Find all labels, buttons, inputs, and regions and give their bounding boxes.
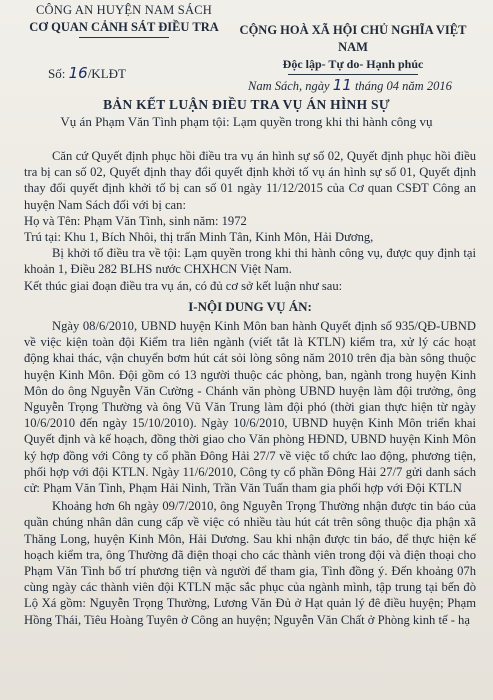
document-body [24,148,476,628]
nation-header [228,22,478,75]
docno-prefix: Số: [48,66,66,81]
case-paragraph-1: Ngày 08/6/2010, UBND huyện Kinh Môn ban hành Quyết định số 935/QĐ-UBND về việc kiện toàn đội Kiểm tra liên ngành (viết tắt là KTLN) kiểm tra, xử lý các hoạt động khai thác, vận chuyển bơm hút cát sỏi lòng sông năm 2010 trên địa bàn sông thuộc huyện Kinh Môn. Đội gồm có 13 người thuộc các phòng, ban, ngành trong huyện Kinh Môn do ông Nguyễn Văn Cường - Chánh văn phòng UBND huyện làm đội trưởng, ông Nguyễn Trọng Thường và ông Vũ Văn Trung làm đội phó (thời gian thực hiện từ ngày 10/6/2010 đến ngày 15/10/2010). Ngày 10/6/2010, UBND huyện Kinh Môn triển khai Quyết định và kế hoạch, đồng thời giao cho Văn phòng HĐND, UBND huyện Kinh Môn ký hợp đồng với Công ty cổ phần Đông Hải 27/7 về việc tổ chức lao động, phương tiện, phối hợp với đội KTLN. Ngày 11/6/2010, Công ty cổ phần Đông Hải 27/7 gửi danh sách cử: Phạm Văn Tình, Phạm Hải Ninh, Trần Văn Tuấn tham gia phối hợp với Đội KTLN [24,319,476,496]
agency-line-2: CƠ QUAN CẢNH SÁT ĐIỀU TRA [29,20,219,34]
suspect-address: Trú tại: Khu 1, Bích Nhôi, thị trấn Minh Tân, Kinh Môn, Hải Dương, [24,230,374,245]
conclusion-intro: Kết thúc giai đoạn điều tra vụ án, có đủ cơ sở kết luận như sau: [24,278,343,293]
date-rest: tháng 04 năm 2016 [354,79,452,93]
agency-underline [79,37,169,38]
agency-line-1: CÔNG AN HUYỆN NAM SÁCH [36,3,212,17]
docno-suffix: /KLĐT [87,66,126,81]
charge-paragraph: Bị khởi tố điều tra về tội: Lạm quyền trong khi thi hành công vụ, được quy định tại khoản 1, Điều 282 BLHS nước CHXHCN Việt Nam. [24,246,476,277]
nation-line-2: Độc lập- Tự do- Hạnh phúc [282,57,424,71]
intro-paragraph: Căn cứ Quyết định phục hồi điều tra vụ án hình sự số 02, Quyết định phục hồi điều tra bị can số 02, Quyết định thay đổi quyết định khởi tố vụ án hình sự số 01, Quyết định thay đổi quyết định khởi tố bị can số 01 ngày 11/12/2015 của Cơ quan CSĐT Công an huyện Nam Sách đối với bị can: [24,149,476,212]
case-paragraph-2: Khoảng hơn 6h ngày 09/7/2010, ông Nguyễn Trọng Thường nhận được tin báo của quần chúng nhân dân cung cấp về việc có nhiều tàu hút cát trên sông thuộc địa phận xã Thăng Long, huyện Kinh Môn, Hải Dương. Sau khi nhận được tin báo, để thực hiện kế hoạch kiểm tra, ông Thường đã điện thoại cho các thành viên trong đội và điện thoại cho Phạm Văn Tình bố trí phương tiện và người để tham gia, Tình đồng ý. Đến khoảng 07h cùng ngày các thành viên đội KTLN mặc sắc phục của ngành mình, tập trung tại bến đò Lộ Xá gồm: Nguyễn Trọng Thường, Lương Văn Đủ ở Hạt quản lý đê điều huyện; Phạm Hồng Thái, Tiêu Hoàng Tuyên ở Công an huyện; Nguyễn Văn Chất ở Phòng kinh tế - hạ [24,499,476,627]
section-heading: I-NỘI DUNG VỤ ÁN: [188,298,312,314]
date-place: Nam Sách, ngày [248,79,330,93]
nation-underline [288,74,418,75]
document-title: BẢN KẾT LUẬN ĐIỀU TRA VỤ ÁN HÌNH SỰ [103,97,390,112]
docno-handwritten: 16 [68,64,88,82]
nation-line-1: CỘNG HOÀ XÃ HỘI CHỦ NGHĨA VIỆT NAM [239,23,467,54]
agency-header [24,2,224,38]
document-subtitle: Vụ án Phạm Văn Tình phạm tội: Lạm quyền trong khi thi hành công vụ [60,114,433,129]
date-day-handwritten: 11 [332,76,352,94]
document-number [48,64,126,82]
date-line [248,76,452,94]
suspect-name: Họ và Tên: Phạm Văn Tình, sinh năm: 1972 [24,213,247,228]
